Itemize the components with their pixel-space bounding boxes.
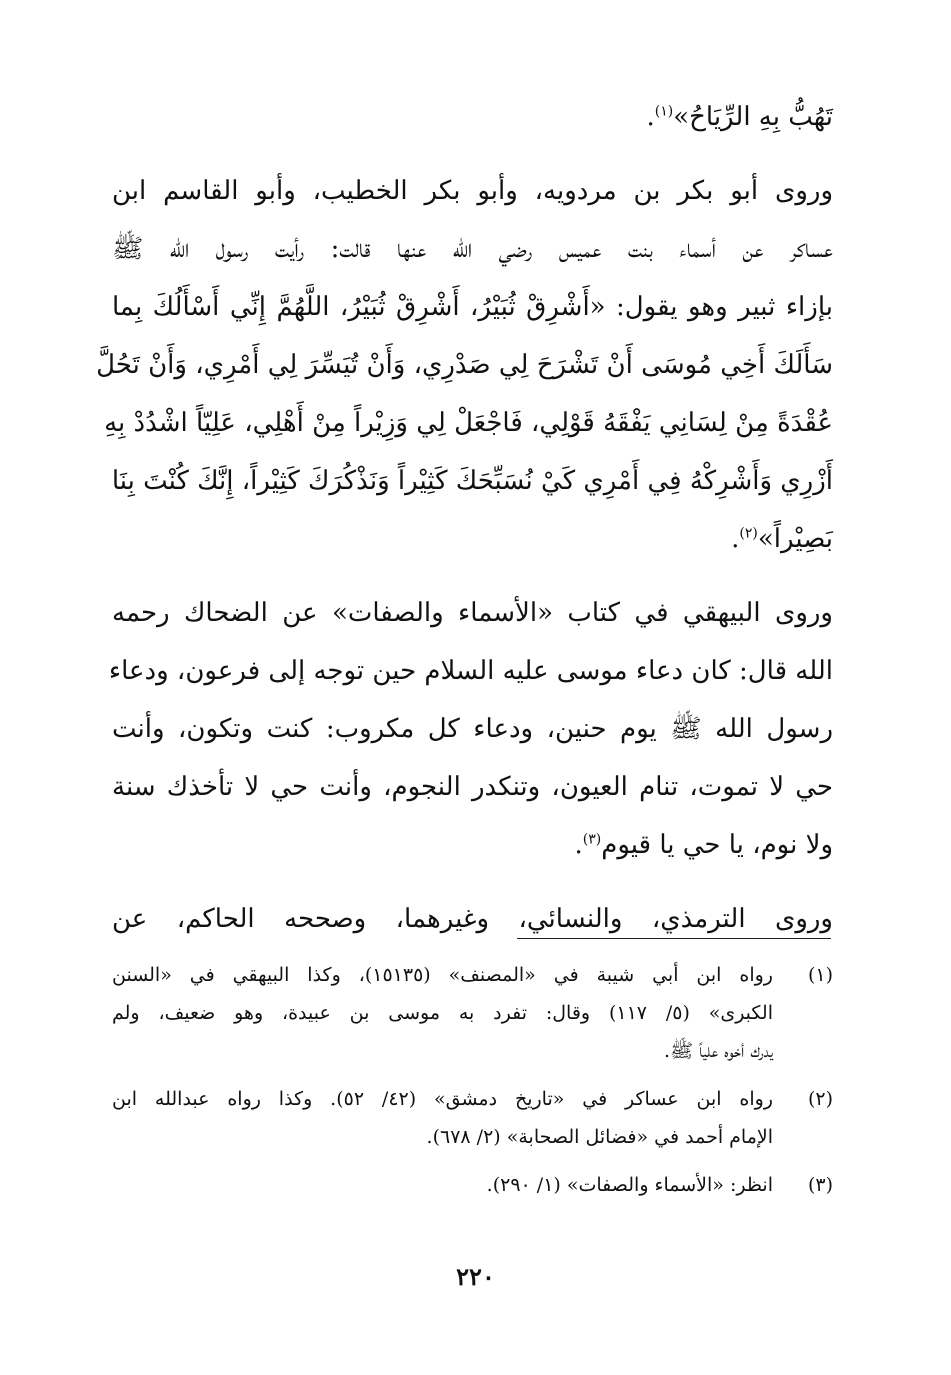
text-line: بَصِيْراً»$^{(٢)}$. (731, 524, 833, 554)
footnote-line: رواه ابن عساكر في «تاريخ دمشق» (٤٢/ ٥٢). وكذا رواه عبدالله ابن (112, 1088, 773, 1110)
footnote-line: رواه ابن أبي شيبة في «المصنف» (١٥١٣٥)، وكذا البيهقي في «السنن (112, 964, 773, 986)
footnote-ref: (٣) (582, 831, 602, 848)
text-line: وروى البيهقي في كتاب «الأسماء والصفات» عن الضحاك رحمه (112, 598, 833, 628)
text-line: الله قال: كان دعاء موسى عليه السلام حين توجه إلى فرعون، ودعاء (108, 656, 833, 686)
text-line: عُقْدَةً مِنْ لِسَانِي يَفْقَهُ قَوْلِي، فَاجْعَلْ لِي وَزِيْراً مِنْ أَهْلِي، عَلِيّاً اشْدُدْ بِهِ (104, 408, 833, 438)
page-number: ٢٢٠ (456, 1262, 495, 1291)
footnote (112, 1166, 833, 1204)
text-line: حي لا تموت، تنام العيون، وتنكدر النجوم، وأنت حي لا تأخذك سنة (112, 772, 833, 802)
footnote-number: (٢) (807, 1088, 833, 1110)
footnote-separator (517, 938, 831, 939)
footnotes (112, 956, 833, 1214)
footnote-number: (١) (807, 964, 833, 986)
text-line: تَهُبُّ بِهِ الرِّيَاحُ»$^{(١)}$. (646, 102, 833, 132)
footnote-line: الإمام أحمد في «فضائل الصحابة» (٢/ ٦٧٨). (426, 1126, 773, 1148)
footnote-line: الكبرى» (٥/ ١١٧) وقال: تفرد به موسى بن عبيدة، وهو ضعيف، ولم (112, 1002, 773, 1024)
text-line: سَأَلَكَ أَخِي مُوسَى أَنْ تَشْرَحَ لِي صَدْرِي، وَأَنْ تُيَسِّرَ لِي أَمْرِي، وَأَنْ تَحُلَّ (96, 350, 833, 380)
footnote-ref: (١) (654, 103, 674, 120)
footnote (112, 1080, 833, 1156)
footnote (112, 956, 833, 1070)
footnote-ref: (٢) (739, 525, 758, 542)
text-line: وروى الترمذي، والنسائي، وغيرهما، وصححه الحاكم، عن (112, 904, 833, 934)
text-line: وروى أبو بكر بن مردويه، وأبو بكر الخطيب، وأبو القاسم ابن (112, 176, 833, 206)
text-line: بإزاء ثبير وهو يقول: «أَشْرِقْ ثُبَيْرُ، أَشْرِقْ ثُبَيْرُ، اللَّهُمَّ إِنِّي أَسْأَلُكَ بِما (112, 292, 833, 322)
footnote-number: (٣) (807, 1174, 833, 1196)
main-text (96, 88, 833, 948)
text-line: ولا نوم، يا حي يا قيوم$^{(٣)}$. (574, 830, 833, 860)
text-line: عساكر عن أسماء بنت عميس رضي الله عنها قالت: رأيت رسول الله ﷺ (112, 234, 833, 264)
footnote-line: يدرك أخوه علياً ﷺ. (664, 1040, 773, 1062)
text-line: أَزْرِي وَأَشْرِكْهُ فِي أَمْرِي كَيْ نُسَبِّحَكَ كَثِيْراً وَنَذْكُرَكَ كَثِيْراً، إِنَّكَ كُنْتَ بِنَا (111, 466, 833, 496)
text-line: رسول الله ﷺ يوم حنين، ودعاء كل مكروب: كنت وتكون، وأنت (112, 714, 833, 744)
footnote-line: انظر: «الأسماء والصفات» (١/ ٢٩٠). (486, 1174, 773, 1196)
